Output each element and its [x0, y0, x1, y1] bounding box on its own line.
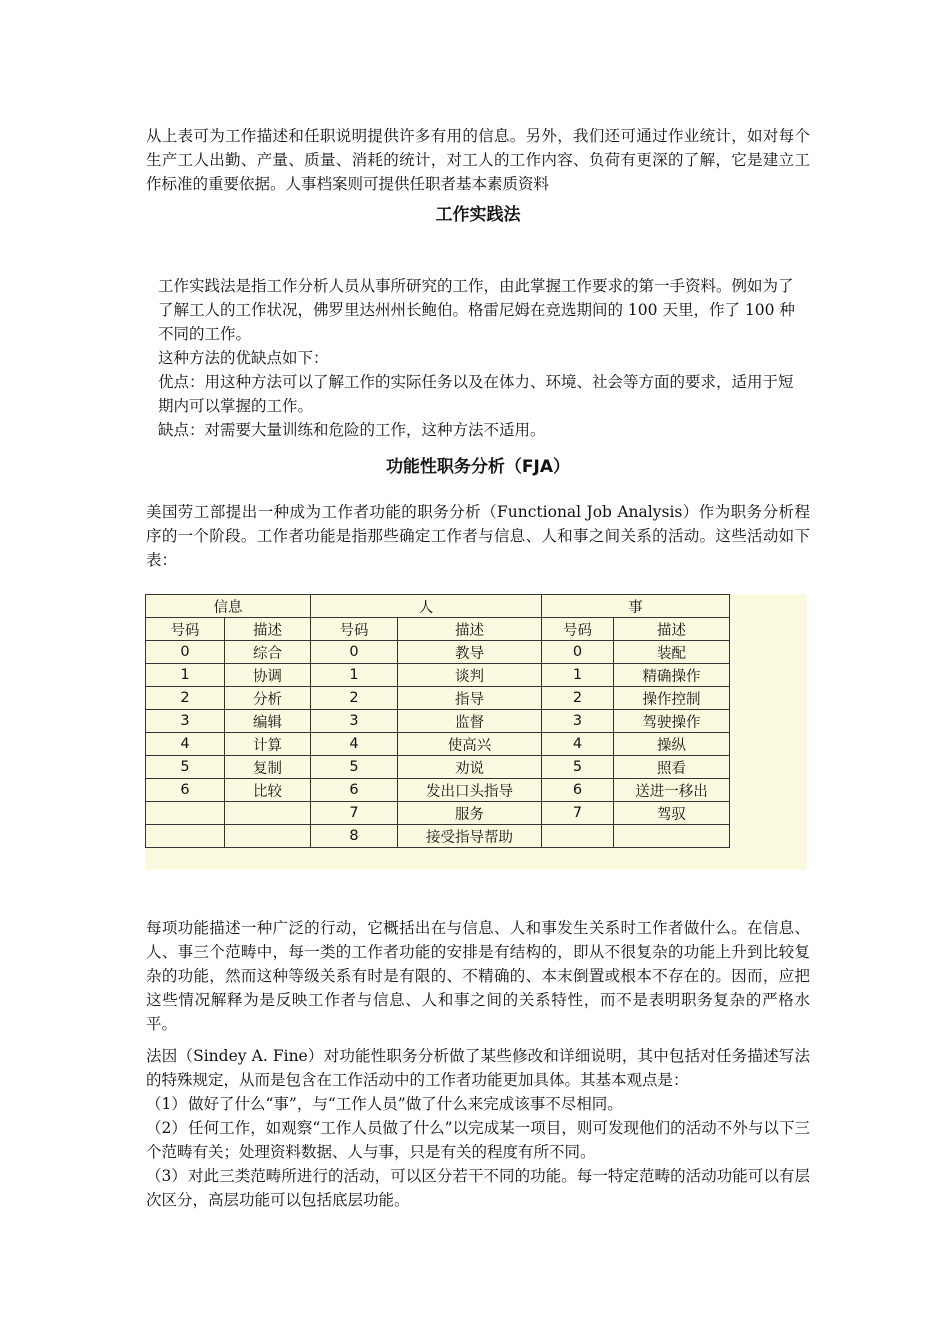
group-header-things: 事	[542, 595, 730, 618]
table-cell	[542, 825, 614, 848]
table-cell	[614, 825, 730, 848]
table-cell: 7	[311, 802, 398, 825]
table-cell: 2	[542, 687, 614, 710]
column-header: 描述	[398, 618, 542, 641]
table-cell: 7	[542, 802, 614, 825]
table-row	[146, 687, 730, 710]
item-text: 做好了什么“事”，与“工作人员”做了什么来完成该事不尽相同。	[188, 1095, 623, 1113]
item-number: （3）	[146, 1167, 187, 1185]
table-row	[146, 664, 730, 687]
section-title-practice: 工作实践法	[435, 205, 521, 225]
table-row	[146, 802, 730, 825]
table-cell: 谈判	[398, 664, 542, 687]
table-cell	[146, 802, 225, 825]
intro-paragraph: 从上表可为工作描述和任职说明提供许多有用的信息。另外，我们还可通过作业统计，如对每个生产工人出勤、产量、质量、消耗的统计，对工人的工作内容、负荷有更深的了解，它是建立工作标准的重要依据。人事档案则可提供任职者基本素质资料	[146, 127, 810, 193]
table-cell: 5	[542, 756, 614, 779]
table-cell: 5	[146, 756, 225, 779]
table-cell: 6	[146, 779, 225, 802]
fja-table-container	[145, 594, 807, 870]
table-cell: 教导	[398, 641, 542, 664]
table-cell: 0	[146, 641, 225, 664]
table-cell: 精确操作	[614, 664, 730, 687]
fja-paragraph-1: 美国劳工部提出一种成为工作者功能的职务分析（Functional Job Analysis）作为职务分析程序的一个阶段。工作者功能是指那些确定工作者与信息、人和事之间关系的活动。这些活动如下表：	[146, 503, 810, 569]
column-header: 描述	[614, 618, 730, 641]
table-column-header-row	[146, 618, 730, 641]
section-title-fja: 功能性职务分析（FJA）	[385, 457, 571, 477]
table-row	[146, 710, 730, 733]
table-row	[146, 733, 730, 756]
table-cell: 送进一移出	[614, 779, 730, 802]
table-cell: 6	[311, 779, 398, 802]
table-cell: 使高兴	[398, 733, 542, 756]
table-cell: 劝说	[398, 756, 542, 779]
table-cell: 2	[311, 687, 398, 710]
table-cell: 驾驭	[614, 802, 730, 825]
table-cell: 5	[311, 756, 398, 779]
practice-paragraph-1: 工作实践法是指工作分析人员从事所研究的工作，由此掌握工作要求的第一手资料。例如为了了解工人的工作状况，佛罗里达州州长鲍伯。格雷尼姆在竞选期间的 100 天里，作了 100 种不同的工作。	[158, 277, 795, 343]
item-number: （2）	[146, 1119, 187, 1137]
list-item	[146, 1116, 810, 1164]
item-number: （1）	[146, 1095, 187, 1113]
practice-paragraph-4: 缺点：对需要大量训练和危险的工作，这种方法不适用。	[158, 421, 546, 439]
fja-paragraph-3: 法因（Sindey A. Fine）对功能性职务分析做了某些修改和详细说明，其中包括对任务描述写法的特殊规定，从而是包含在工作活动中的工作者功能更加具体。其基本观点是：	[146, 1047, 810, 1089]
item-text: 对此三类范畴所进行的活动，可以区分若干不同的功能。每一特定范畴的活动功能可以有层次区分，高层功能可以包括底层功能。	[146, 1167, 810, 1209]
table-cell: 装配	[614, 641, 730, 664]
table-cell: 8	[311, 825, 398, 848]
table-cell: 监督	[398, 710, 542, 733]
practice-paragraph-2: 这种方法的优缺点如下：	[158, 349, 329, 367]
table-cell: 发出口头指导	[398, 779, 542, 802]
table-cell: 4	[146, 733, 225, 756]
table-cell: 2	[146, 687, 225, 710]
table-cell: 驾驶操作	[614, 710, 730, 733]
table-cell: 协调	[225, 664, 311, 687]
table-cell: 4	[542, 733, 614, 756]
table-row	[146, 825, 730, 848]
table-cell: 复制	[225, 756, 311, 779]
column-header: 号码	[542, 618, 614, 641]
table-cell: 指导	[398, 687, 542, 710]
table-cell: 6	[542, 779, 614, 802]
table-cell: 操纵	[614, 733, 730, 756]
table-cell	[225, 802, 311, 825]
table-cell: 1	[542, 664, 614, 687]
practice-block	[158, 274, 808, 442]
group-header-people: 人	[311, 595, 542, 618]
list-item	[146, 1092, 810, 1116]
table-cell	[146, 825, 225, 848]
table-cell: 计算	[225, 733, 311, 756]
table-cell: 综合	[225, 641, 311, 664]
table-row	[146, 779, 730, 802]
table-cell: 比较	[225, 779, 311, 802]
table-cell: 1	[146, 664, 225, 687]
table-cell: 操作控制	[614, 687, 730, 710]
table-cell: 1	[311, 664, 398, 687]
table-cell: 3	[311, 710, 398, 733]
column-header: 号码	[146, 618, 225, 641]
table-row	[146, 756, 730, 779]
group-header-info: 信息	[146, 595, 311, 618]
fja-table	[145, 594, 730, 848]
fja-paragraph-2: 每项功能描述一种广泛的行动，它概括出在与信息、人和事发生关系时工作者做什么。在信息、人、事三个范畴中，每一类的工作者功能的安排是有结构的，即从不很复杂的功能上升到比较复杂的功能，然而这种等级关系有时是有限的、不精确的、本末倒置或根本不存在的。因而，应把这些情况解释为是反映工作者与信息、人和事之间的关系特性，而不是表明职务复杂的严格水平。	[146, 919, 810, 1033]
column-header: 号码	[311, 618, 398, 641]
table-cell: 0	[311, 641, 398, 664]
table-cell: 服务	[398, 802, 542, 825]
table-cell: 4	[311, 733, 398, 756]
table-cell: 编辑	[225, 710, 311, 733]
column-header: 描述	[225, 618, 311, 641]
table-cell: 分析	[225, 687, 311, 710]
points-list	[146, 1092, 810, 1212]
table-cell	[225, 825, 311, 848]
list-item	[146, 1164, 810, 1212]
table-cell: 0	[542, 641, 614, 664]
table-cell: 3	[146, 710, 225, 733]
table-row	[146, 641, 730, 664]
item-text: 任何工作，如观察“工作人员做了什么”以完成某一项目，则可发现他们的活动不外与以下三个范畴有关；处理资料数据、人与事，只是有关的程度有所不同。	[146, 1119, 810, 1161]
table-cell: 照看	[614, 756, 730, 779]
table-cell: 3	[542, 710, 614, 733]
practice-paragraph-3: 优点：用这种方法可以了解工作的实际任务以及在体力、环境、社会等方面的要求，适用于短期内可以掌握的工作。	[158, 373, 794, 415]
table-group-header-row	[146, 595, 730, 618]
table-cell: 接受指导帮助	[398, 825, 542, 848]
